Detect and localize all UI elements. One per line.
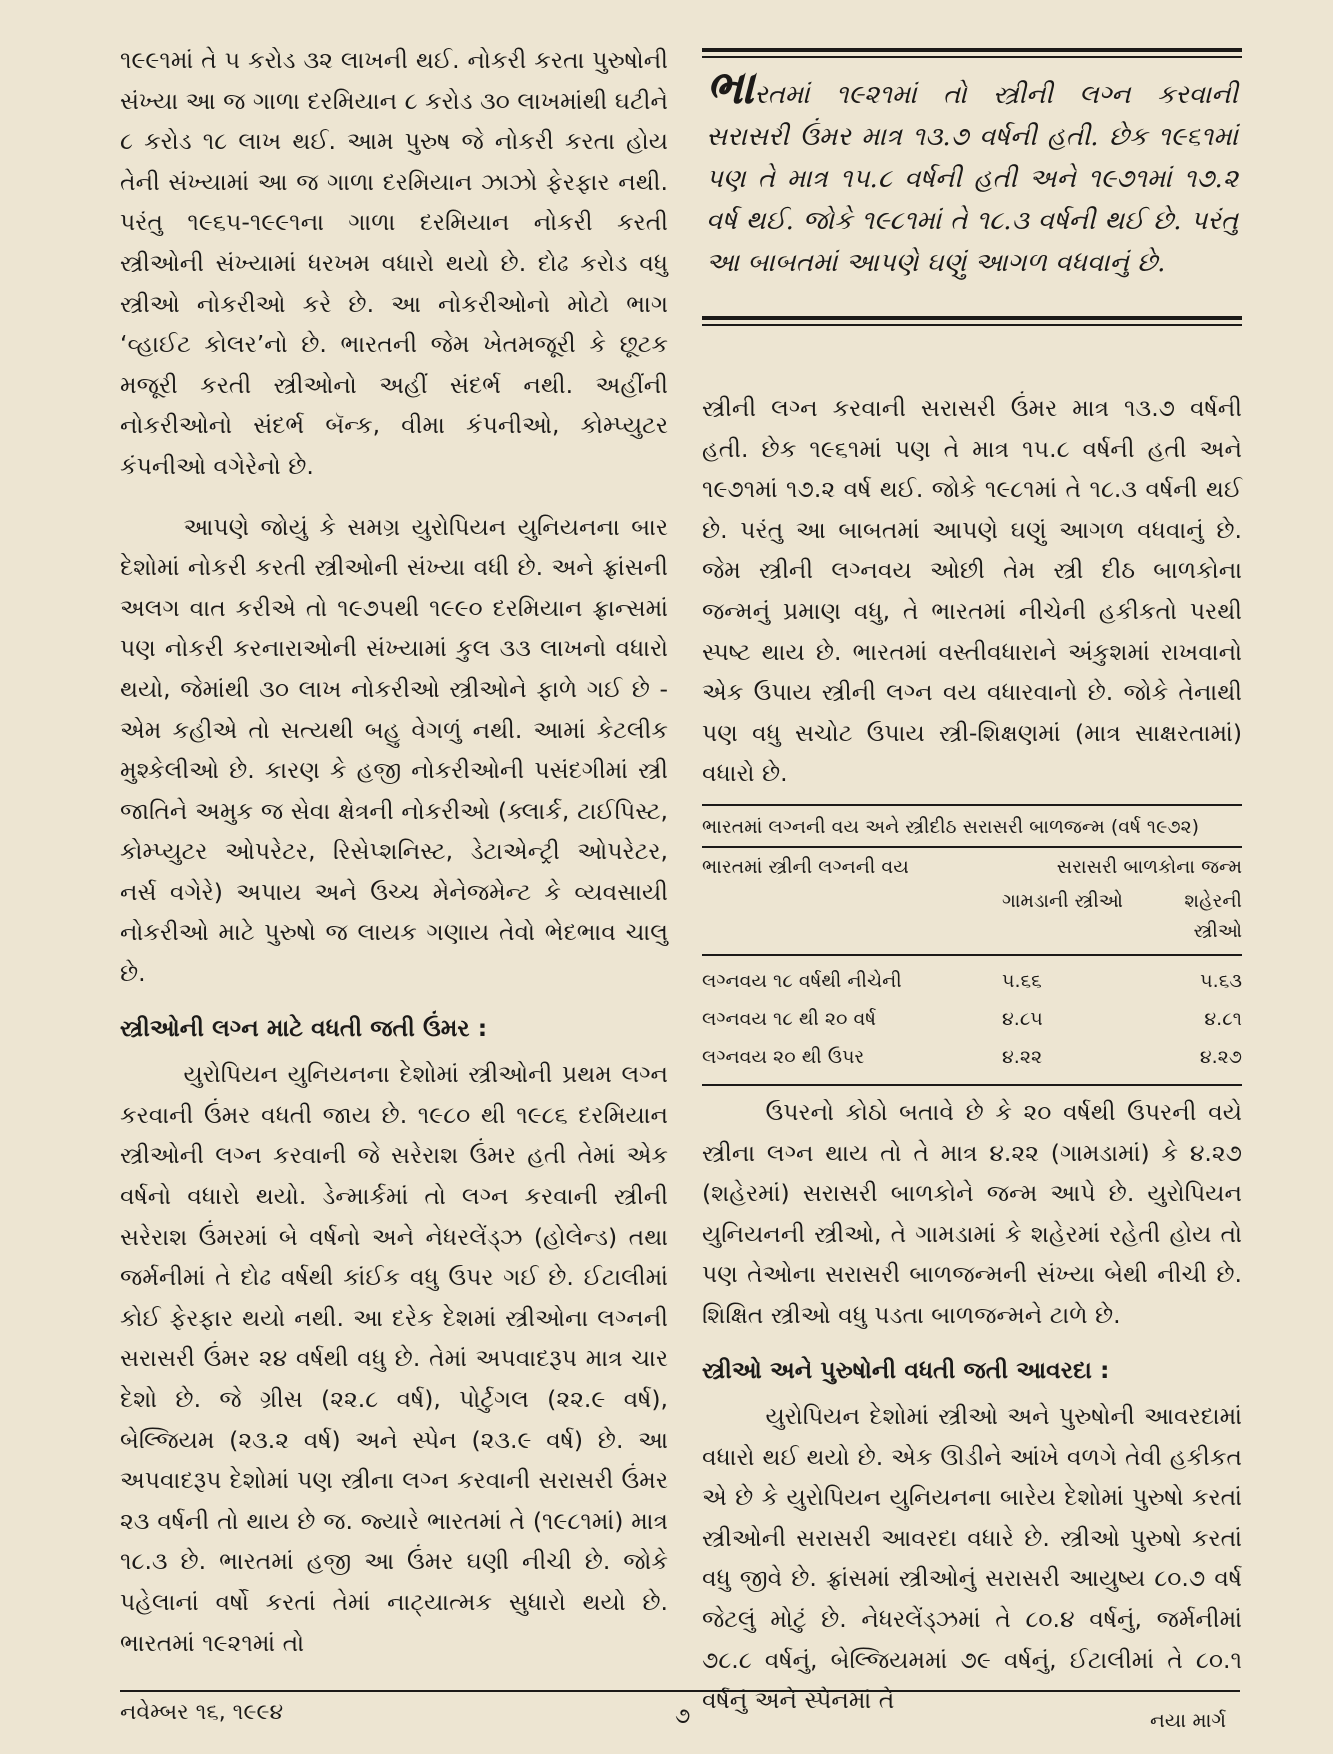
left-paragraph-1: ૧૯૯૧માં તે ૫ કરોડ ૩૨ લાખની થઈ. નોકરી કરતા પુરુષોની સંખ્યા આ જ ગાળા દરમિયાન ૮ કરોડ ૩૦ લાખમાંથી ઘટીને ૮ કરોડ ૧૮ લાખ થઈ. આમ પુરુષ જે નોકરી કરતા હોય તેની સંખ્યામાં આ જ ગાળા દરમિયાન ઝાઝો ફેરફાર નથી. પરંતુ ૧૯૬૫-૧૯૯૧ના ગાળા દરમિયાન નોકરી કરતી સ્ત્રીઓની સંખ્યામાં ધરખમ વધારો થયો છે. દોઢ કરોડ વધુ સ્ત્રીઓ નોકરીઓ કરે છે. આ નોકરીઓનો મોટો ભાગ ‘વ્હાઈટ કોલર’નો છે. ભારતની જેમ ખેતમજૂરી કે છૂટક મજૂરી કરતી સ્ત્રીઓનો અહીં સંદર્ભ નથી. અહીંની નોકરીઓનો સંદર્ભ બૅન્ક, વીમા કંપનીઓ, કોમ્પ્યુટર કંપનીઓ વગેરેનો છે. — [120, 46, 668, 480]
pull-quote-body: રતમાં ૧૯૨૧માં તો સ્ત્રીની લગ્ન કરવાની સરાસરી ઉંમર માત્ર ૧૩.૭ વર્ષની હતી. છેક ૧૯૬૧માં પણ તે માત્ર ૧૫.૮ વર્ષની હતી અને ૧૯૭૧માં ૧૭.૨ વર્ષ થઈ. જોકે ૧૯૮૧માં તે ૧૮.૩ વર્ષની થઈ છે. પરંતુ આ બાબતમાં આપણે ઘણું આગળ વધવાનું છે. — [706, 80, 1238, 278]
table-header-row — [702, 848, 1242, 886]
pull-quote-top-rule — [702, 48, 1242, 58]
right-paragraph-1: સ્ત્રીની લગ્ન કરવાની સરાસરી ઉંમર માત્ર ૧૩.૭ વર્ષની હતી. છેક ૧૯૬૧માં પણ તે માત્ર ૧૫.૮ વર્ષની હતી અને ૧૯૭૧માં ૧૭.૨ વર્ષ થઈ. જોકે ૧૯૮૧માં તે ૧૮.૩ વર્ષની થઈ છે. પરંતુ આ બાબતમાં આપણે ઘણું આગળ વધવાનું છે. જેમ સ્ત્રીની લગ્નવય ઓછી તેમ સ્ત્રી દીઠ બાળકોના જન્મનું પ્રમાણ વધુ, તે ભારતમાં નીચેની હકીકતો પરથી સ્પષ્ટ થાય છે. ભારતમાં વસ્તીવધારાને અંકુશમાં રાખવાનો એક ઉપાય સ્ત્રીની લગ્ન વય વધારવાનો છે. જોકે તેનાથી પણ વધુ સચોટ ઉપાય સ્ત્રી-શિક્ષણમાં (માત્ર સાક્ષરતામાં) વધારો છે. — [702, 394, 1242, 788]
left-paragraph-2: આપણે જોયું કે સમગ્ર યુરોપિયન યુનિયનના બાર દેશોમાં નોકરી કરતી સ્ત્રીઓની સંખ્યા વધી છે. અને ફ્રાંસની અલગ વાત કરીએ તો ૧૯૭૫થી ૧૯૯૦ દરમિયાન ફ્રાન્સમાં પણ નોકરી કરનારાઓની સંખ્યામાં કુલ ૩૩ લાખનો વધારો થયો, જેમાંથી ૩૦ લાખ નોકરીઓ સ્ત્રીઓને ફાળે ગઈ છે - એમ કહીએ તો સત્યથી બહુ વેગળું નથી. આમાં કેટલીક મુશ્કેલીઓ છે. કારણ કે હજી નોકરીઓની પસંદગીમાં સ્ત્રી જાતિને અમુક જ સેવા ક્ષેત્રની નોકરીઓ (ક્લાર્ક, ટાઈપિસ્ટ, કોમ્પ્યુટર ઓપરેટર, રિસેપ્શનિસ્ટ, ડેટાએન્ટ્રી ઓપરેટર, નર્સ વગેરે) અપાય અને ઉચ્ચ મેનેજમેન્ટ કે વ્યવસાયી નોકરીઓ માટે પુરુષો જ લાયક ગણાય તેવો ભેદભાવ ચાલુ છે. — [120, 512, 668, 988]
table-row — [702, 1000, 1242, 1038]
table-row-label: લગ્નવય ૨૦ થી ઉપર — [702, 1045, 865, 1068]
table-col3-header: શહેરની સ્ત્રીઓ — [1184, 889, 1242, 942]
right-paragraph-2: ઉપરનો કોઠો બતાવે છે કે ૨૦ વર્ષથી ઉપરની વયે સ્ત્રીના લગ્ન થાય તો તે માત્ર ૪.૨૨ (ગામડામાં) કે ૪.૨૭ (શહેરમાં) સરાસરી બાળકોને જન્મ આપે છે. યુરોપિયન યુનિયનની સ્ત્રીઓ, તે ગામડામાં કે શહેરમાં રહેતી હોય તો પણ તેઓના સરાસરી બાળજન્મની સંખ્યા બેથી નીચી છે. શિક્ષિત સ્ત્રીઓ વધુ પડતા બાળજન્મને ટાળે છે. — [702, 1097, 1242, 1329]
table-row-village: ૪.૮૫ — [1002, 1007, 1043, 1030]
page-number: ૭ — [675, 1704, 691, 1729]
table-row-city: ૪.૨૭ — [1199, 1045, 1242, 1068]
pull-quote — [702, 48, 1242, 330]
table-row — [702, 1038, 1242, 1076]
table-row-label: લગ્નવય ૧૮ વર્ષથી નીચેની — [702, 969, 902, 992]
right-column — [702, 388, 1242, 1721]
table-row-village: ૪.૨૨ — [1002, 1045, 1043, 1068]
table-row-city: ૫.૬૩ — [1200, 969, 1242, 992]
table-col1-header: ભારતમાં સ્ત્રીની લગ્નની વય — [702, 855, 909, 878]
section-heading-marriage-age: સ્ત્રીઓની લગ્ન માટે વધતી જતી ઉંમર : — [120, 1013, 488, 1042]
marriage-age-table — [702, 804, 1242, 1086]
table-row-label: લગ્નવય ૧૮ થી ૨૦ વર્ષ — [702, 1007, 876, 1030]
table-subheader-row — [702, 886, 1242, 954]
section-heading-lifespan: સ્ત્રીઓ અને પુરુષોની વધતી જતી આવરદા : — [702, 1355, 1110, 1384]
footer-rule — [120, 1690, 1240, 1692]
pull-quote-bottom-rule — [702, 316, 1242, 326]
pull-quote-text — [702, 62, 1242, 316]
table-row — [702, 962, 1242, 1000]
table-row-village: ૫.૬૬ — [1002, 969, 1042, 992]
table-bottom-rule — [702, 1084, 1242, 1086]
table-body — [702, 956, 1242, 1084]
table-col-group-header: સરાસરી બાળકોના જન્મ — [1056, 855, 1242, 878]
table-col2-header: ગામડાની સ્ત્રીઓ — [1002, 889, 1123, 912]
left-column — [120, 40, 668, 1663]
publication-name: નયા માર્ગ — [1150, 1708, 1227, 1732]
right-paragraph-3: યુરોપિયન દેશોમાં સ્ત્રીઓ અને પુરુષોની આવરદામાં વધારો થઈ થયો છે. એક ઊડીને આંખે વળગે તેવી હકીકત એ છે કે યુરોપિયન યુનિયનના બારેય દેશોમાં પુરુષો કરતાં સ્ત્રીઓની સરાસરી આવરદા વધારે છે. સ્ત્રીઓ પુરુષો કરતાં વધુ જીવે છે. ફ્રાંસમાં સ્ત્રીઓનું સરાસરી આયુષ્ય ૮૦.૭ વર્ષ જેટલું મોટું છે. નેધરલેંડ્ઝમાં તે ૮૦.૪ વર્ષનું, જર્મનીમાં ૭૮.૮ વર્ષનું, બેલ્જિયમમાં ૭૯ વર્ષનું, ઈટાલીમાં તે ૮૦.૧ વર્ષનું અને સ્પેનમાં તે — [702, 1402, 1242, 1715]
pull-quote-drop-letters: ભા — [706, 60, 755, 114]
left-paragraph-3: યુરોપિયન યુનિયનના દેશોમાં સ્ત્રીઓની પ્રથમ લગ્ન કરવાની ઉંમર વધતી જાય છે. ૧૯૮૦ થી ૧૯૮૬ દરમિયાન સ્ત્રીઓની લગ્ન કરવાની જે સરેરાશ ઉંમર હતી તેમાં એક વર્ષનો વધારો થયો. ડેન્માર્કમાં તો લગ્ન કરવાની સ્ત્રીની સરેરાશ ઉંમરમાં બે વર્ષનો અને નેધરલેંડ્ઝ (હોલેન્ડ) તથા જર્મનીમાં તે દોઢ વર્ષથી કાંઈક વધુ ઉપર ગઈ છે. ઈટાલીમાં કોઈ ફેરફાર થયો નથી. આ દરેક દેશમાં સ્ત્રીઓના લગ્નની સરાસરી ઉંમર ૨૪ વર્ષથી વધુ છે. તેમાં અપવાદરૂપ માત્ર ચાર દેશો છે. જે ગ્રીસ (૨૨.૮ વર્ષ), પોર્ટુગલ (૨૨.૯ વર્ષ), બેલ્જિયમ (૨૩.૨ વર્ષ) અને સ્પેન (૨૩.૯ વર્ષ) છે. આ અપવાદરૂપ દેશોમાં પણ સ્ત્રીના લગ્ન કરવાની સરાસરી ઉંમર ૨૩ વર્ષની તો થાય છે જ. જ્યારે ભારતમાં તે (૧૯૮૧માં) માત્ર ૧૮.૩ છે. ભારતમાં હજી આ ઉંમર ઘણી નીચી છે. જોકે પહેલાનાં વર્ષો કરતાં તેમાં નાટ્યાત્મક સુધારો થયો છે. ભારતમાં ૧૯૨૧માં તો — [120, 1060, 668, 1657]
footer-date: નવેમ્બર ૧૬, ૧૯૯૪ — [120, 1700, 284, 1725]
table-row-city: ૪.૮૧ — [1204, 1007, 1242, 1030]
table-caption: ભારતમાં લગ્નની વય અને સ્ત્રીદીઠ સરાસરી બાળજન્મ (વર્ષ ૧૯૭૨) — [702, 815, 1200, 838]
